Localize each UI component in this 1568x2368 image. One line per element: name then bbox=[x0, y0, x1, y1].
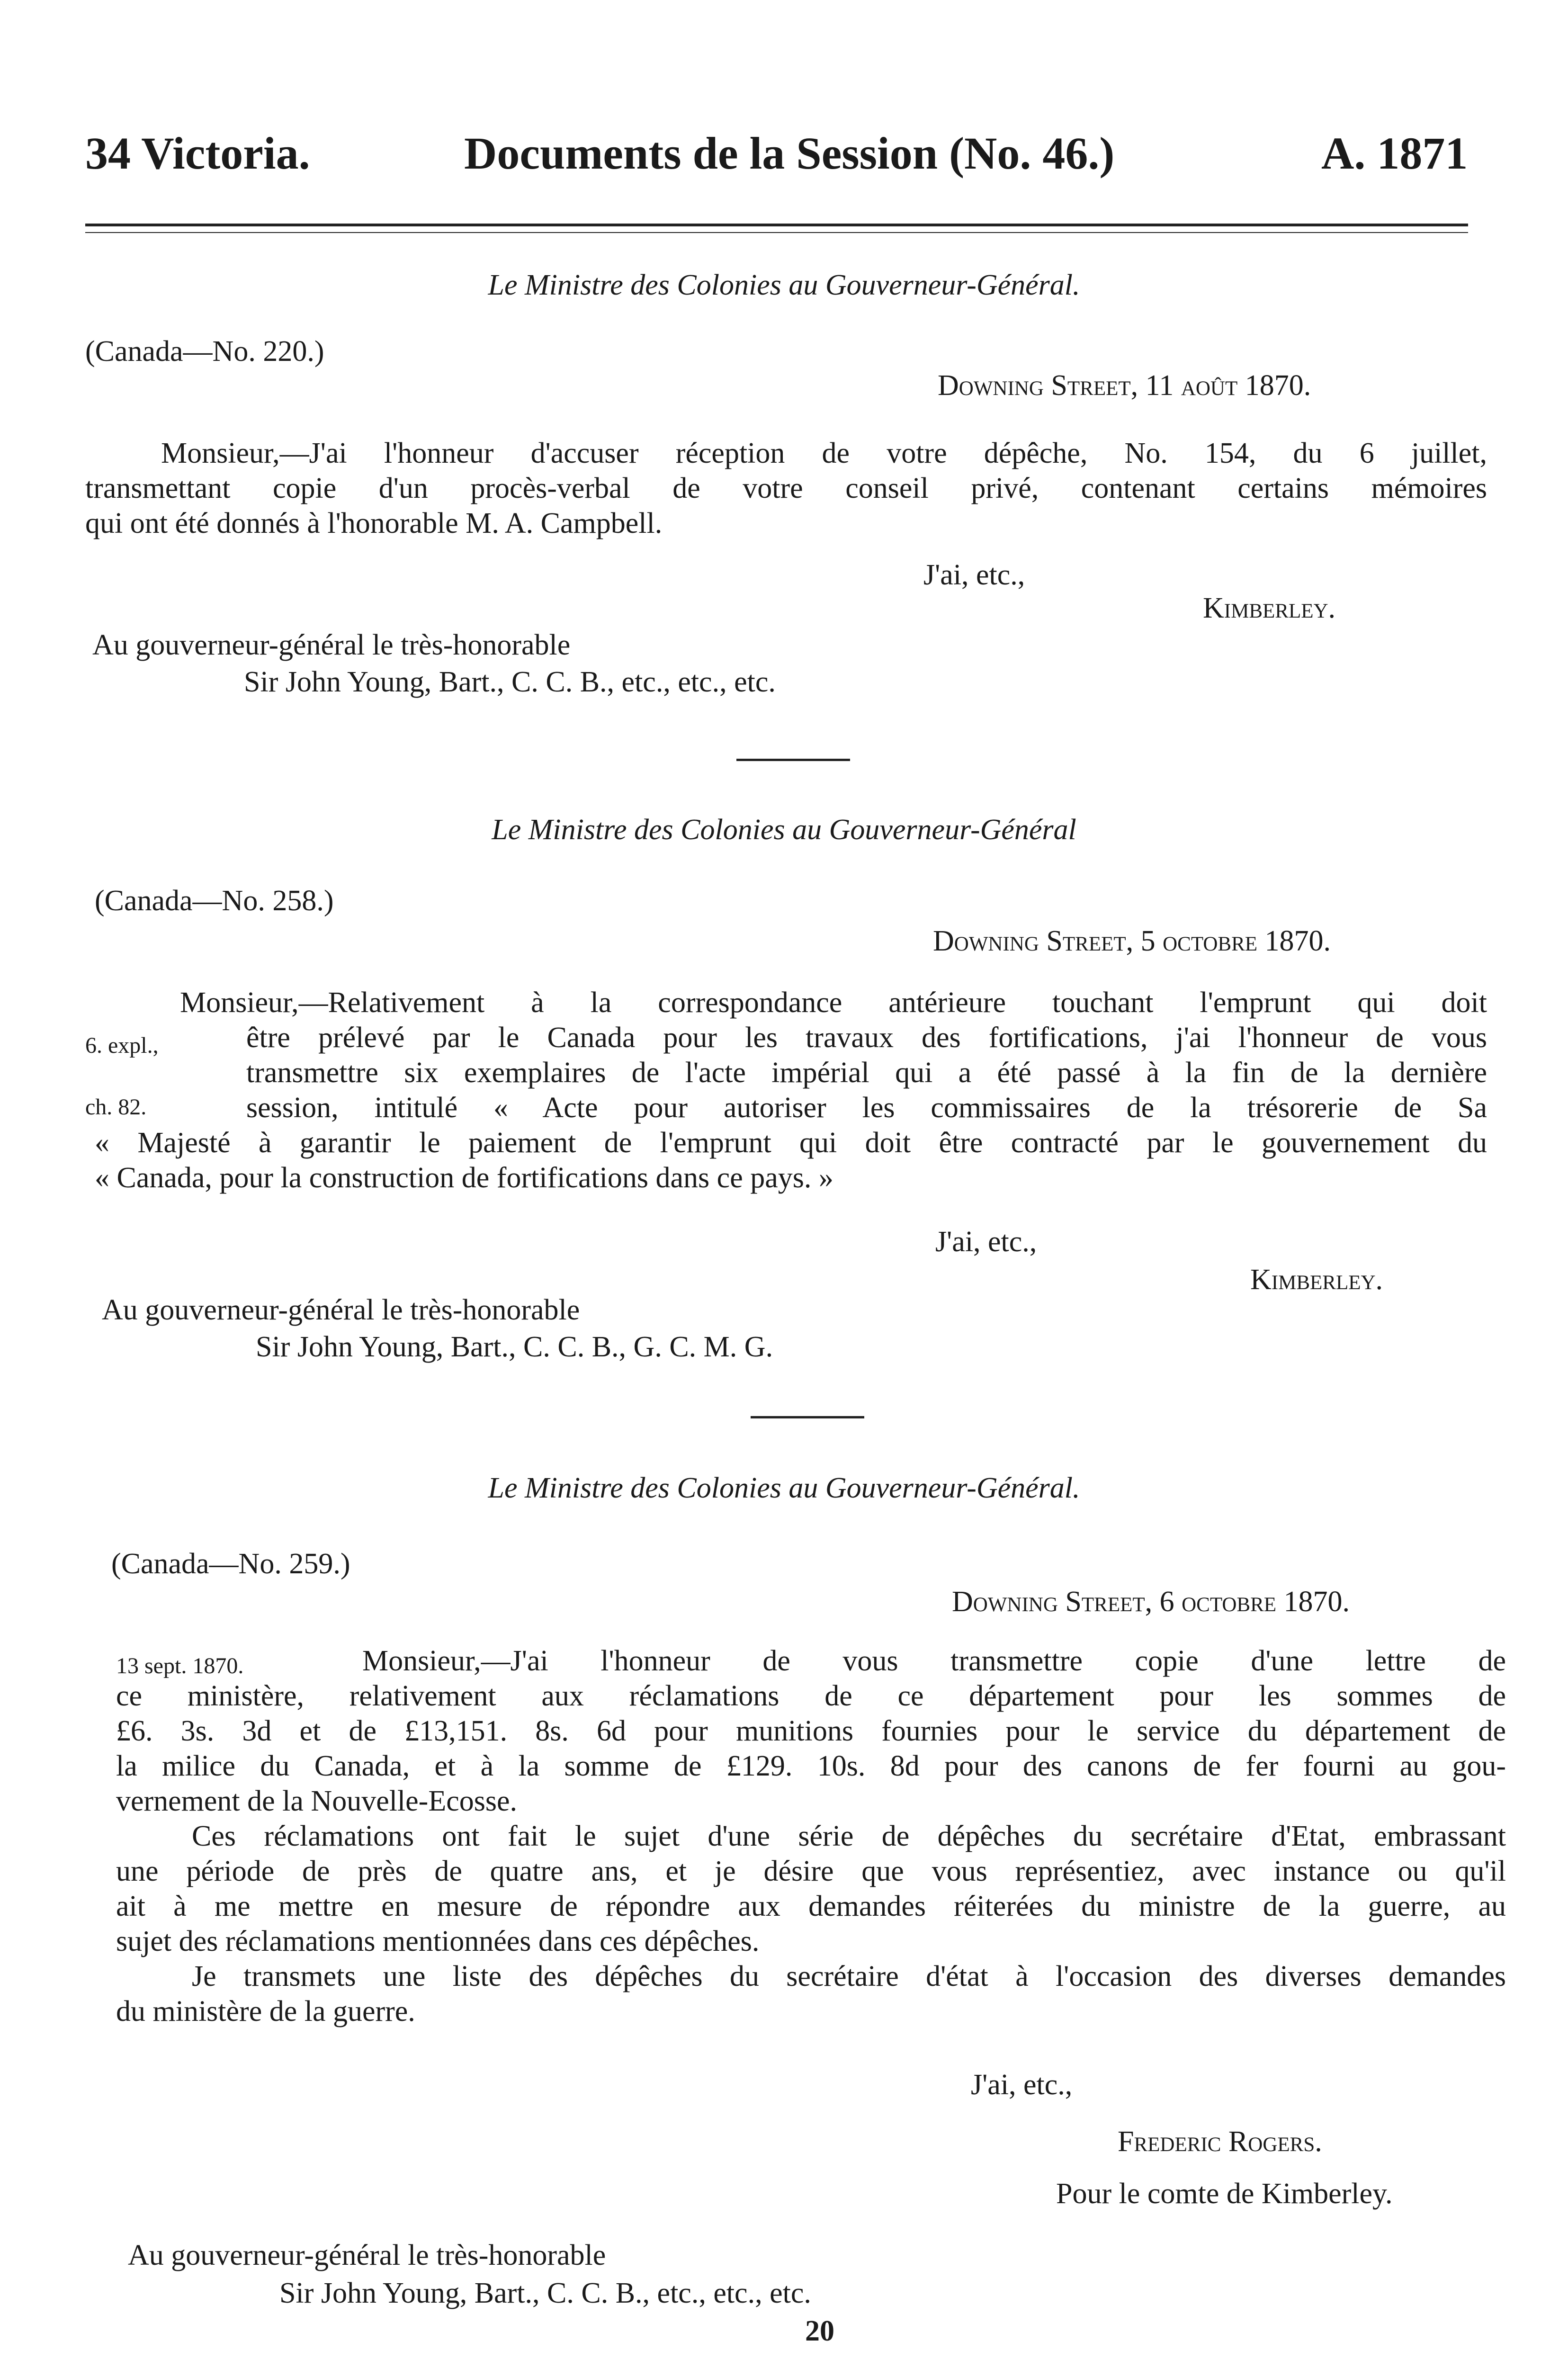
letter2-addressee-1: Au gouverneur-général le très-honorable bbox=[102, 1294, 580, 1326]
header-rule-thick bbox=[85, 224, 1468, 226]
header-rule-thin bbox=[85, 232, 1468, 233]
header-left: 34 Victoria. bbox=[85, 128, 310, 179]
letter1-signature: Kimberley. bbox=[1203, 592, 1336, 624]
letter3-body-line: ait à me mettre en mesure de répondre aux demandes réiterées du ministre de la guerre, au bbox=[116, 1890, 1506, 1922]
letter2-body-line: session, intitulé « Acte pour autoriser les commissaires de la trésorerie de Sa bbox=[246, 1092, 1487, 1124]
letter3-body-line: £6. 3s. 3d et de £13,151. 8s. 6d pour munitions fournies pour le service du département de bbox=[116, 1715, 1506, 1747]
letter3-heading: Le Ministre des Colonies au Gouverneur-Général. bbox=[488, 1472, 1080, 1504]
letter2-body-line: transmettre six exemplaires de l'acte impérial qui a été passé à la fin de la dernière bbox=[246, 1057, 1487, 1089]
letter2-body-quote bbox=[95, 1125, 1487, 1195]
separator bbox=[751, 1416, 864, 1418]
letter2-heading: Le Ministre des Colonies au Gouverneur-Général bbox=[492, 814, 1076, 846]
letter1-reference: (Canada—No. 220.) bbox=[85, 335, 324, 368]
letter3-body-line: Je transmets une liste des dépêches du secrétaire d'état à l'occasion des diverses demandes bbox=[192, 1960, 1506, 1992]
letter1-addressee-1: Au gouverneur-général le très-honorable bbox=[92, 629, 571, 661]
letter2-margin-note-2: ch. 82. bbox=[85, 1094, 147, 1120]
letter3-signature-note: Pour le comte de Kimberley. bbox=[1056, 2178, 1393, 2210]
letter3-place-date: Downing Street, 6 octobre 1870. bbox=[952, 1586, 1350, 1618]
letter1-body bbox=[85, 436, 1487, 541]
letter3-body-line: vernement de la Nouvelle-Ecosse. bbox=[116, 1785, 517, 1817]
letter2-signature: Kimberley. bbox=[1250, 1264, 1383, 1296]
letter3-signature: Frederic Rogers. bbox=[1118, 2126, 1322, 2158]
letter2-reference: (Canada—No. 258.) bbox=[95, 885, 334, 917]
letter2-closing: J'ai, etc., bbox=[935, 1226, 1037, 1258]
letter1-heading: Le Ministre des Colonies au Gouverneur-Général. bbox=[488, 269, 1080, 301]
letter3-closing: J'ai, etc., bbox=[971, 2069, 1073, 2101]
letter3-body-line: du ministère de la guerre. bbox=[116, 1995, 415, 2027]
letter1-body-line: transmettant copie d'un procès-verbal de votre conseil privé, contenant certains mémoires bbox=[85, 472, 1487, 504]
letter2-body-main bbox=[180, 985, 1487, 1125]
header-right: A. 1871 bbox=[1321, 128, 1468, 179]
letter3-body-line: sujet des réclamations mentionnées dans ces dépêches. bbox=[116, 1925, 760, 1957]
letter2-body-line: « Majesté à garantir le paiement de l'emprunt qui doit être contracté par le gouvernement du bbox=[95, 1127, 1487, 1159]
letter3-margin-note: 13 sept. 1870. bbox=[116, 1653, 244, 1678]
letter2-body-line: être prélevé par le Canada pour les travaux des fortifications, j'ai l'honneur de vous bbox=[246, 1022, 1487, 1054]
letter3-reference: (Canada—No. 259.) bbox=[111, 1548, 350, 1580]
letter1-body-line: Monsieur,—J'ai l'honneur d'accuser réception de votre dépêche, No. 154, du 6 juillet, bbox=[161, 437, 1487, 469]
letter1-addressee-2: Sir John Young, Bart., C. C. B., etc., etc., etc. bbox=[244, 666, 776, 698]
letter1-closing: J'ai, etc., bbox=[923, 559, 1025, 591]
letter3-body bbox=[116, 1678, 1506, 2029]
separator bbox=[736, 759, 850, 761]
letter3-body-line: Monsieur,—J'ai l'honneur de vous transmettre copie d'une lettre de bbox=[362, 1645, 1506, 1677]
letter3-body-line: ce ministère, relativement aux réclamations de ce département pour les sommes de bbox=[116, 1680, 1506, 1712]
header-center: Documents de la Session (No. 46.) bbox=[464, 128, 1115, 179]
letter3-body-line: Ces réclamations ont fait le sujet d'une série de dépêches du secrétaire d'Etat, embrassant bbox=[192, 1820, 1506, 1852]
letter3-addressee-1: Au gouverneur-général le très-honorable bbox=[128, 2239, 606, 2271]
letter3-body-first bbox=[362, 1643, 1506, 1678]
letter3-body-line: la milice du Canada, et à la somme de £129. 10s. 8d pour des canons de fer fourni au gou- bbox=[116, 1750, 1506, 1782]
letter3-body-line: une période de près de quatre ans, et je désire que vous représentiez, avec instance ou qu'il bbox=[116, 1855, 1506, 1887]
letter2-addressee-2: Sir John Young, Bart., C. C. B., G. C. M. G. bbox=[256, 1331, 773, 1363]
letter1-place-date: Downing Street, 11 août 1870. bbox=[938, 369, 1311, 402]
letter2-body-line: « Canada, pour la construction de fortifications dans ce pays. » bbox=[95, 1162, 833, 1194]
letter3-addressee-2: Sir John Young, Bart., C. C. B., etc., etc., etc. bbox=[279, 2277, 811, 2309]
letter2-margin-note-1: 6. expl., bbox=[85, 1033, 159, 1058]
page-number: 20 bbox=[805, 2315, 834, 2347]
letter2-place-date: Downing Street, 5 octobre 1870. bbox=[933, 925, 1331, 957]
letter1-body-line: qui ont été donnés à l'honorable M. A. Campbell. bbox=[85, 507, 663, 539]
letter2-body-line: Monsieur,—Relativement à la correspondance antérieure touchant l'emprunt qui doit bbox=[180, 987, 1487, 1019]
